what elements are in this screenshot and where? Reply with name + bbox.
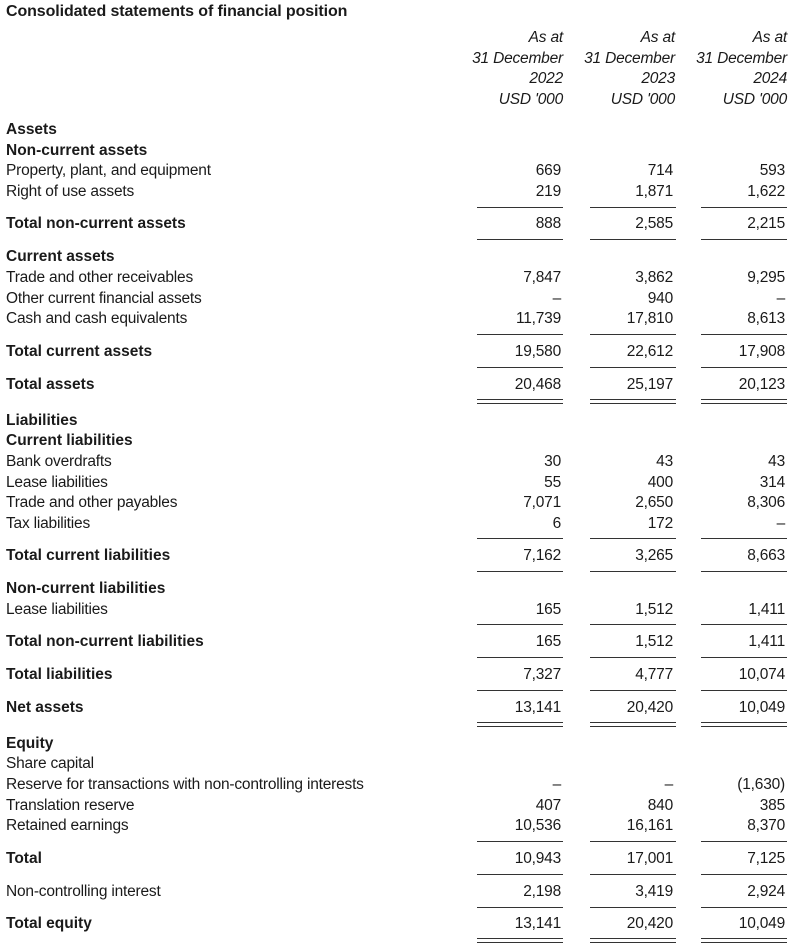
table-row: Other current financial assets – 940 –: [6, 290, 785, 307]
subtotal-rule: [590, 334, 676, 335]
total-rule: [477, 367, 563, 368]
subtotal-rule: [590, 624, 676, 625]
column-header-2024: As at 31 December 2024 USD '000: [696, 29, 787, 108]
total-rule: [477, 571, 563, 572]
table-row: Reserve for transactions with non-controlling interests – – (1,630): [6, 776, 785, 793]
subtotal-rule: [477, 334, 563, 335]
total-rule: [590, 239, 676, 240]
subtotal-rule: [590, 207, 676, 208]
table-row: Trade and other receivables 7,847 3,862 9,295: [6, 269, 785, 286]
total-rule: [477, 239, 563, 240]
double-rule: [477, 938, 563, 943]
subsection-heading-current-liabilities: Current liabilities: [6, 432, 133, 449]
total-rule: [701, 657, 787, 658]
section-heading-liabilities: Liabilities: [6, 412, 78, 429]
total-rule: [701, 907, 787, 908]
table-row: Tax liabilities 6 172 –: [6, 515, 785, 532]
subtotal-rule: [701, 874, 787, 875]
double-rule: [590, 399, 676, 404]
table-row: Lease liabilities 55 400 314: [6, 474, 785, 491]
total-row: Total 10,943 17,001 7,125: [6, 850, 785, 867]
subsection-heading-non-current-assets: Non-current assets: [6, 142, 148, 159]
table-row: Right of use assets 219 1,871 1,622: [6, 183, 785, 200]
double-rule: [590, 938, 676, 943]
double-rule: [477, 722, 563, 727]
subtotal-rule: [477, 841, 563, 842]
table-row: Translation reserve 407 840 385: [6, 797, 785, 814]
total-rule: [701, 690, 787, 691]
subtotal-rule: [590, 538, 676, 539]
section-heading-assets: Assets: [6, 121, 57, 138]
total-rule: [701, 571, 787, 572]
subtotal-rule: [477, 874, 563, 875]
total-row: Total liabilities 7,327 4,777 10,074: [6, 666, 785, 683]
subtotal-rule: [701, 538, 787, 539]
total-rule: [701, 367, 787, 368]
total-row: Net assets 13,141 20,420 10,049: [6, 699, 785, 716]
total-row: Total assets 20,468 25,197 20,123: [6, 376, 785, 393]
subtotal-rule: [701, 841, 787, 842]
statement-title: Consolidated statements of financial position: [6, 3, 348, 20]
table-row: Cash and cash equivalents 11,739 17,810 8,613: [6, 310, 785, 327]
total-rule: [590, 367, 676, 368]
double-rule: [701, 399, 787, 404]
total-rule: [701, 239, 787, 240]
subtotal-rule: [477, 207, 563, 208]
double-rule: [701, 722, 787, 727]
double-rule: [701, 938, 787, 943]
subtotal-rule: [701, 207, 787, 208]
total-rule: [590, 571, 676, 572]
table-row: Bank overdrafts 30 43 43: [6, 453, 785, 470]
subtotal-rule: [701, 334, 787, 335]
table-row: Non-controlling interest 2,198 3,419 2,924: [6, 883, 785, 900]
table-row: Lease liabilities 165 1,512 1,411: [6, 601, 785, 618]
total-rule: [477, 690, 563, 691]
table-row: Property, plant, and equipment 669 714 593: [6, 162, 785, 179]
subsection-heading-current-assets: Current assets: [6, 248, 115, 265]
total-row: Total non-current assets 888 2,585 2,215: [6, 215, 785, 232]
double-rule: [590, 722, 676, 727]
total-rule: [590, 690, 676, 691]
total-row: Total current assets 19,580 22,612 17,908: [6, 343, 785, 360]
subtotal-rule: [477, 538, 563, 539]
subsection-heading-non-current-liabilities: Non-current liabilities: [6, 580, 166, 597]
column-header-2022: As at 31 December 2022 USD '000: [472, 29, 563, 108]
total-rule: [590, 907, 676, 908]
total-row: Total non-current liabilities 165 1,512 1,411: [6, 633, 785, 650]
table-row: Trade and other payables 7,071 2,650 8,306: [6, 494, 785, 511]
subtotal-rule: [590, 874, 676, 875]
total-rule: [590, 657, 676, 658]
subtotal-rule: [590, 841, 676, 842]
total-row: Total current liabilities 7,162 3,265 8,663: [6, 547, 785, 564]
double-rule: [477, 399, 563, 404]
column-header-2023: As at 31 December 2023 USD '000: [584, 29, 675, 108]
total-rule: [477, 907, 563, 908]
total-row: Total equity 13,141 20,420 10,049: [6, 915, 785, 932]
subtotal-rule: [701, 624, 787, 625]
table-row: Retained earnings 10,536 16,161 8,370: [6, 817, 785, 834]
total-rule: [477, 657, 563, 658]
section-heading-equity: Equity: [6, 735, 54, 752]
table-row: Share capital: [6, 755, 94, 772]
subtotal-rule: [477, 624, 563, 625]
